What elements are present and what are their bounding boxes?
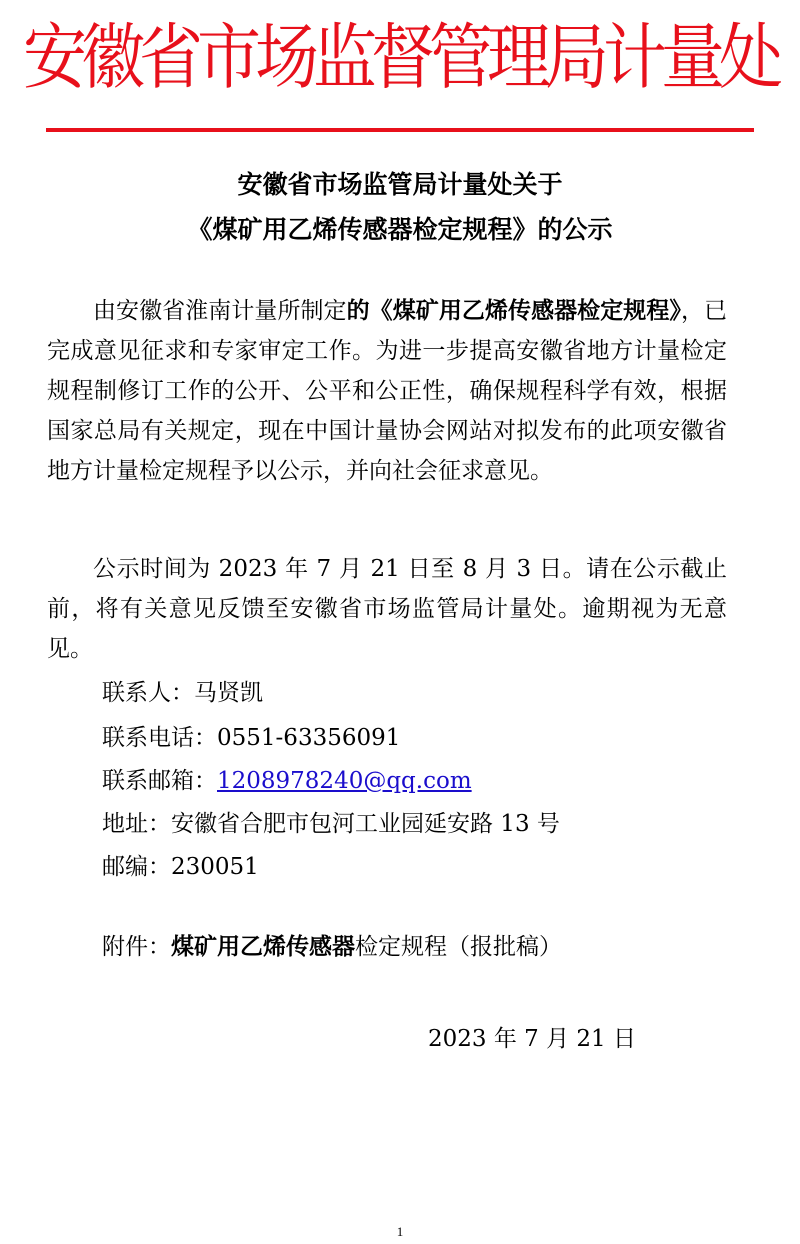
document-title-line-1: 安徽省市场监管局计量处关于 (237, 170, 563, 199)
contact-phone-value: 0551-63356091 (217, 725, 401, 751)
contact-phone-label: 联系电话： (102, 725, 217, 751)
contact-address-value: 安徽省合肥市包河工业园延安路 13 号 (171, 811, 560, 837)
attachment-name-bold: 煤矿用乙烯传感器 (171, 934, 355, 960)
issue-date: 2023 年 7 月 21 日 (428, 1026, 636, 1052)
contact-person-value: 马贤凯 (194, 680, 263, 706)
contact-email-line (102, 761, 472, 801)
para1-rest: ，已完成意见征求和专家审定工作。为进一步提高安徽省地方计量检定规程制修订工作的公开、公平和公正性，确保规程科学有效，根据国家总局有关规定，现在中国计量协会网站对拟发布的此项安徽省地方计量检定规程予以公示，并向社会征求意见。 (47, 298, 728, 484)
attachment-label: 附件： (102, 934, 171, 960)
body-paragraph-2: 公示时间为 2023 年 7 月 21 日至 8 月 3 日。请在公示截止前，将有关意见反馈至安徽省市场监管局计量处。逾期视为无意见。 (47, 556, 727, 662)
attachment-line (102, 927, 562, 967)
contact-email-label: 联系邮箱： (102, 768, 217, 794)
attachment-name-rest: 检定规程（报批稿） (355, 934, 562, 960)
contact-zip-line (102, 847, 259, 887)
contact-zip-value: 230051 (171, 854, 259, 880)
letterhead-org-name: 安徽省市场监督管理局计量处 (23, 16, 777, 100)
contact-person-line (102, 673, 263, 713)
contact-address-label: 地址： (102, 811, 171, 837)
letterhead-red-rule (46, 128, 754, 132)
para1-regulation-name: 的《煤矿用乙烯传感器检定规程》 (346, 298, 681, 324)
body-paragraph-1 (47, 291, 727, 491)
contact-email-link[interactable]: 1208978240@qq.com (217, 768, 472, 794)
contact-phone-line (102, 718, 400, 758)
contact-address-line (102, 804, 560, 844)
contact-zip-label: 邮编： (102, 854, 171, 880)
contact-person-label: 联系人： (102, 680, 194, 706)
page-number: 1 (396, 1224, 404, 1239)
document-title-line-2: 《煤矿用乙烯传感器检定规程》的公示 (187, 215, 613, 244)
para1-prefix: 由安徽省淮南计量所制定 (93, 298, 347, 324)
